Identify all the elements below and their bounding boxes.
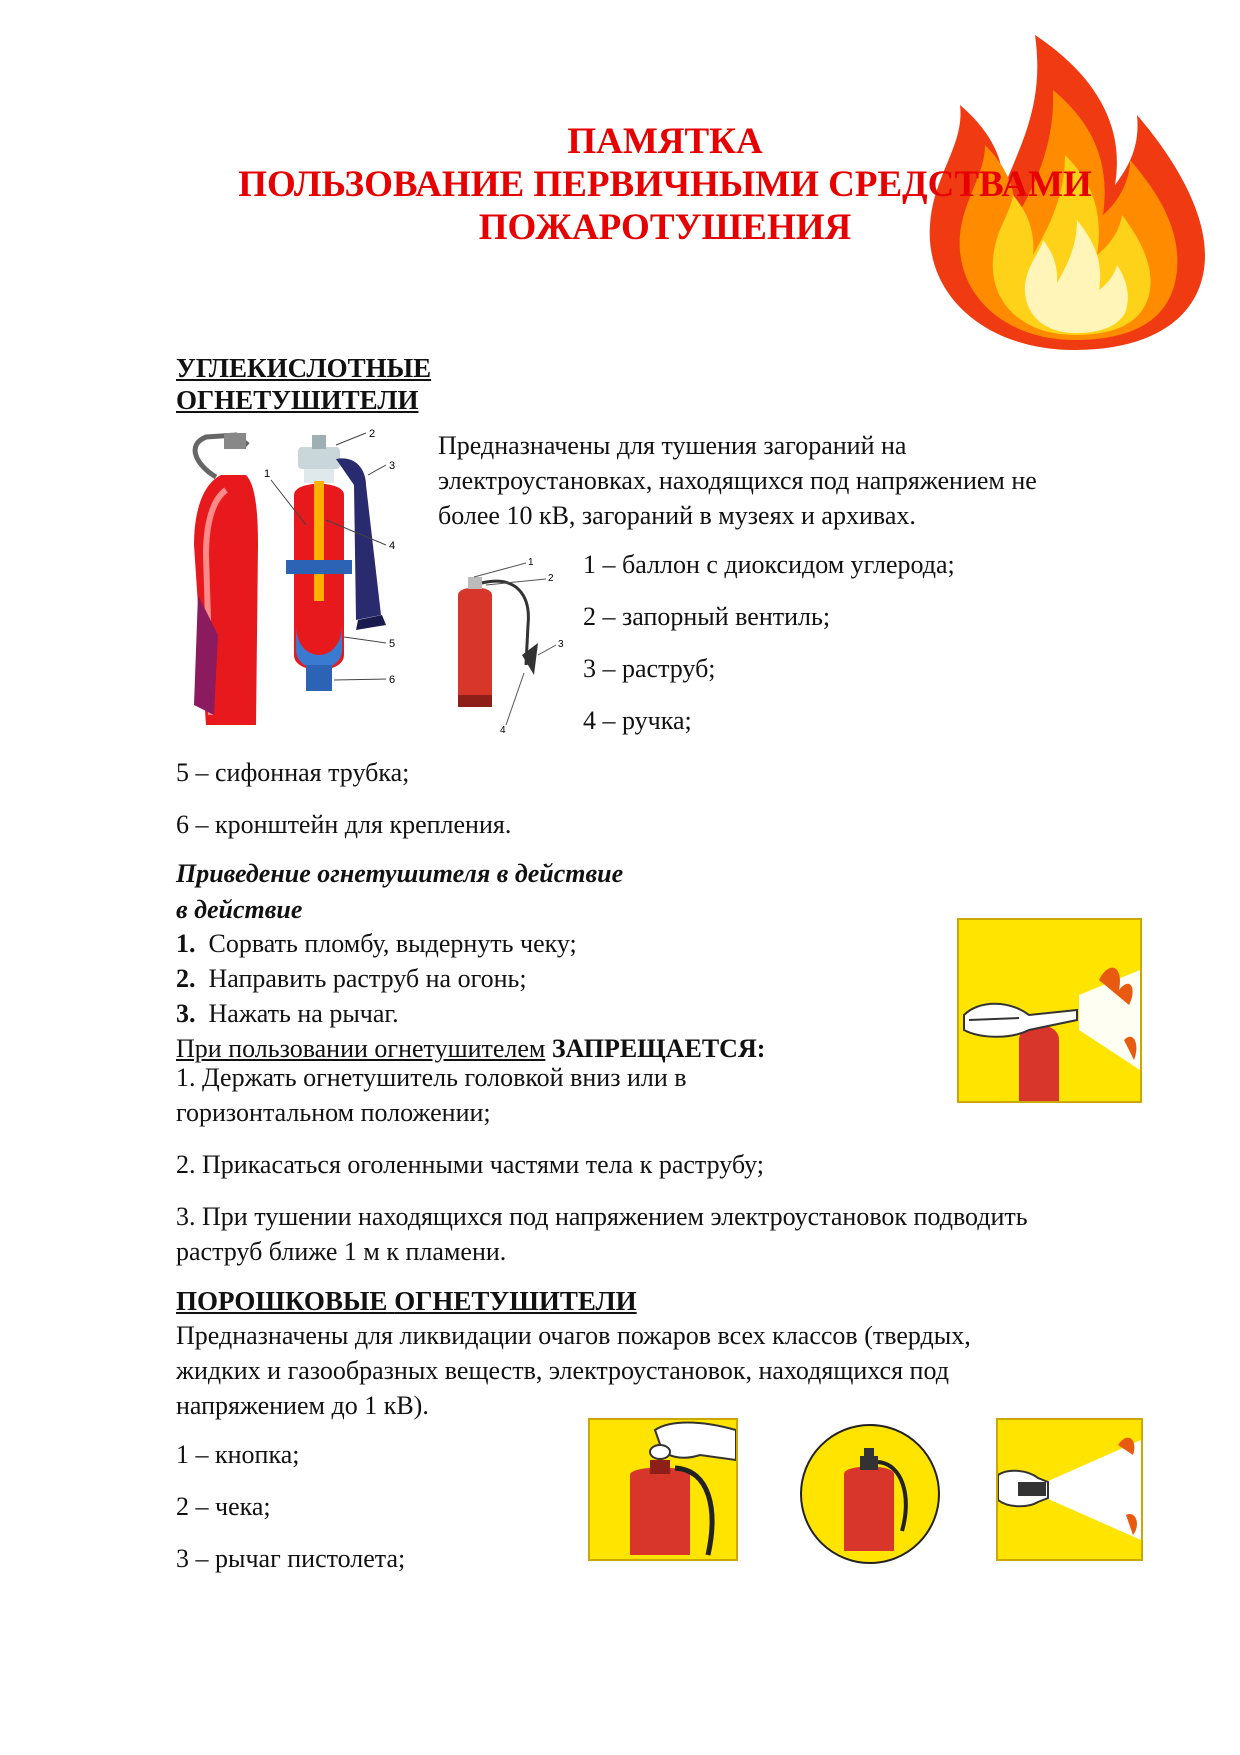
co2-parts-list-continued [176, 755, 511, 859]
forbidden-item [176, 1199, 1028, 1269]
diagram-label-6: 6 [389, 674, 396, 686]
forbidden-item-line-1: 1. Держать огнетушитель головкой вниз или в [176, 1063, 687, 1092]
powder-parts-list [176, 1437, 405, 1593]
small-label-2: 2 [548, 573, 554, 584]
co2-heading-line-2: ОГНЕТУШИТЕЛИ [176, 385, 419, 415]
forbidden-item-line-2: раструб ближе 1 м к пламени. [176, 1237, 507, 1266]
forbidden-item [176, 1147, 1028, 1199]
title-line-2: ПОЛЬЗОВАНИЕ ПЕРВИЧНЫМИ СРЕДСТВАМИ [238, 164, 1092, 205]
co2-description [438, 428, 1037, 533]
powder-desc-line-2: жидких и газообразных веществ, электроустановок, находящихся под [176, 1356, 949, 1385]
title-line-3: ПОЖАРОТУШЕНИЯ [478, 207, 852, 248]
co2-desc-line-2: электроустановках, находящихся под напряжением не [438, 466, 1037, 495]
step-item [176, 961, 765, 996]
diagram-label-1: 1 [264, 468, 271, 480]
step-item [176, 996, 765, 1031]
step-number: 1. [176, 929, 196, 958]
forbidden-prefix: При пользовании огнетушителем [176, 1034, 546, 1063]
discharge-pictogram [996, 1418, 1143, 1561]
step-item [176, 926, 765, 961]
part-item: 2 – чека; [176, 1492, 271, 1521]
extinguisher-circle-pictogram [800, 1424, 940, 1564]
powder-heading-word-1: ПОРОШКОВЫЕ [176, 1286, 388, 1316]
extinguisher-circle-graphic [802, 1426, 938, 1562]
co2-heading-line-1: УГЛЕКИСЛОТНЫЕ [176, 353, 432, 383]
press-button-pictogram [588, 1418, 738, 1561]
forbidden-list [176, 1060, 1028, 1269]
discharge-pictogram-graphic [998, 1420, 1141, 1559]
forbidden-item-line-1: 3. При тушении находящихся под напряжением электроустановок подводить [176, 1202, 1028, 1231]
powder-heading [176, 1285, 637, 1317]
co2-desc-line-1: Предназначены для тушения загораний на [438, 431, 907, 460]
small-extinguisher-illustration [446, 555, 571, 735]
diagram-label-5: 5 [389, 638, 396, 650]
diagram-label-3: 3 [389, 460, 396, 472]
part-item: 5 – сифонная трубка; [176, 758, 410, 787]
action-title-line-1: Приведение огнетушителя в действие [176, 859, 624, 888]
action-title [176, 856, 623, 928]
powder-desc-line-3: напряжением до 1 кВ). [176, 1391, 429, 1420]
co2-parts-list [583, 547, 955, 755]
part-item: 2 – запорный вентиль; [583, 602, 831, 631]
part-item: 3 – рычаг пистолета; [176, 1544, 406, 1573]
co2-desc-line-3: более 10 кВ, загораний в музеях и архивах. [438, 501, 916, 530]
small-label-4: 4 [500, 725, 506, 735]
diagram-label-4: 4 [389, 540, 396, 552]
forbidden-item-line-1: 2. Прикасаться оголенными частями тела к раструбу; [176, 1150, 765, 1179]
forbidden-word: ЗАПРЕЩАЕТСЯ: [551, 1034, 766, 1063]
part-item: 1 – баллон с диоксидом углерода; [583, 550, 955, 579]
co2-extinguisher-illustration [176, 425, 436, 730]
small-label-3: 3 [558, 639, 564, 650]
step-number: 3. [176, 999, 196, 1028]
press-button-pictogram-graphic [590, 1420, 736, 1559]
co2-heading [176, 352, 431, 416]
part-item: 6 – кронштейн для крепления. [176, 810, 512, 839]
step-text: Направить раструб на огонь; [208, 964, 527, 993]
powder-description [176, 1318, 971, 1423]
action-steps [176, 926, 765, 1066]
small-label-1: 1 [528, 557, 534, 568]
title-line-1: ПАМЯТКА [567, 121, 763, 162]
forbidden-item [176, 1060, 1028, 1147]
step-number: 2. [176, 964, 196, 993]
part-item: 3 – раструб; [583, 654, 716, 683]
page-title [160, 120, 1170, 249]
diagram-label-2: 2 [369, 428, 376, 440]
powder-heading-word-2: ОГНЕТУШИТЕЛИ [394, 1286, 637, 1316]
part-item: 4 – ручка; [583, 706, 692, 735]
step-text: Нажать на рычаг. [208, 999, 399, 1028]
part-item: 1 – кнопка; [176, 1440, 300, 1469]
forbidden-item-line-2: горизонтальном положении; [176, 1098, 491, 1127]
step-text: Сорвать пломбу, выдернуть чеку; [208, 929, 577, 958]
action-title-line-2: в действие [176, 895, 303, 924]
powder-desc-line-1: Предназначены для ликвидации очагов пожаров всех классов (твердых, [176, 1321, 971, 1350]
